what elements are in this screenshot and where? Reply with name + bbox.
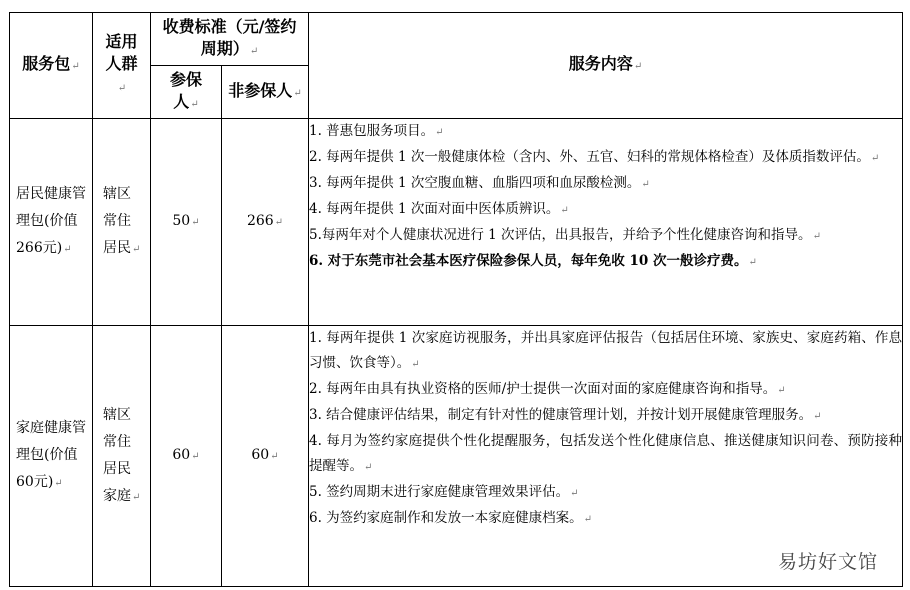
- service-item: 1. 普惠包服务项目。↵: [309, 123, 444, 139]
- header-uninsured: 非参保人↵: [222, 66, 309, 119]
- header-row: [10, 13, 903, 66]
- service-item: 4. 每月为签约家庭提供个性化提醒服务，包括发送个性化健康信息、推送健康知识问卷、预防接种提醒等。↵: [309, 433, 902, 474]
- header-fee-group: 收费标准（元/签约周期）↵: [151, 13, 309, 66]
- service-item: 5.每两年对个人健康状况进行 1 次评估，出具报告，并给予个性化健康咨询和指导。↵: [309, 227, 821, 243]
- uninsured-fee: 266↵: [222, 119, 309, 326]
- package-name: 家庭健康管理包(价值60元)↵: [10, 326, 93, 587]
- service-item: 6. 为签约家庭制作和发放一本家庭健康档案。↵: [309, 510, 593, 526]
- service-item: 2. 每两年提供 1 次一般健康体检（含内、外、五官、妇科的常规体格检查）及体质指数评估。↵: [309, 149, 880, 165]
- header-package: 服务包↵: [10, 13, 93, 119]
- service-item: 3. 每两年提供 1 次空腹血糖、血脂四项和血尿酸检测。↵: [309, 175, 650, 191]
- service-item: 2. 每两年由具有执业资格的医师/护士提供一次面对面的家庭健康咨询和指导。↵: [309, 381, 786, 397]
- insured-fee: 60↵: [151, 326, 222, 587]
- service-item: 4. 每两年提供 1 次面对面中医体质辨识。↵: [309, 201, 569, 217]
- service-item: 5. 签约周期末进行家庭健康管理效果评估。↵: [309, 484, 579, 500]
- service-item: 3. 结合健康评估结果，制定有针对性的健康管理计划，并按计划开展健康管理服务。↵: [309, 407, 822, 423]
- service-content: [309, 119, 903, 326]
- audience: 辖区常住居民家庭↵: [93, 326, 151, 587]
- insured-fee: 50↵: [151, 119, 222, 326]
- service-package-table: [9, 12, 903, 587]
- header-content: 服务内容↵: [309, 13, 903, 119]
- package-name: 居民健康管理包(价值266元)↵: [10, 119, 93, 326]
- uninsured-fee: 60↵: [222, 326, 309, 587]
- service-item: 1. 每两年提供 1 次家庭访视服务，并出具家庭评估报告（包括居住环境、家族史、家庭药箱、作息习惯、饮食等）。↵: [309, 330, 902, 371]
- watermark-logo: 易坊好文馆: [768, 543, 888, 578]
- header-audience: 适用人群↵: [93, 13, 151, 119]
- service-item-highlight: 6. 对于东莞市社会基本医疗保险参保人员，每年免收 10 次一般诊疗费。↵: [309, 253, 757, 269]
- table-row: [10, 119, 903, 326]
- header-insured: 参保人↵: [151, 66, 222, 119]
- audience: 辖区常住居民↵: [93, 119, 151, 326]
